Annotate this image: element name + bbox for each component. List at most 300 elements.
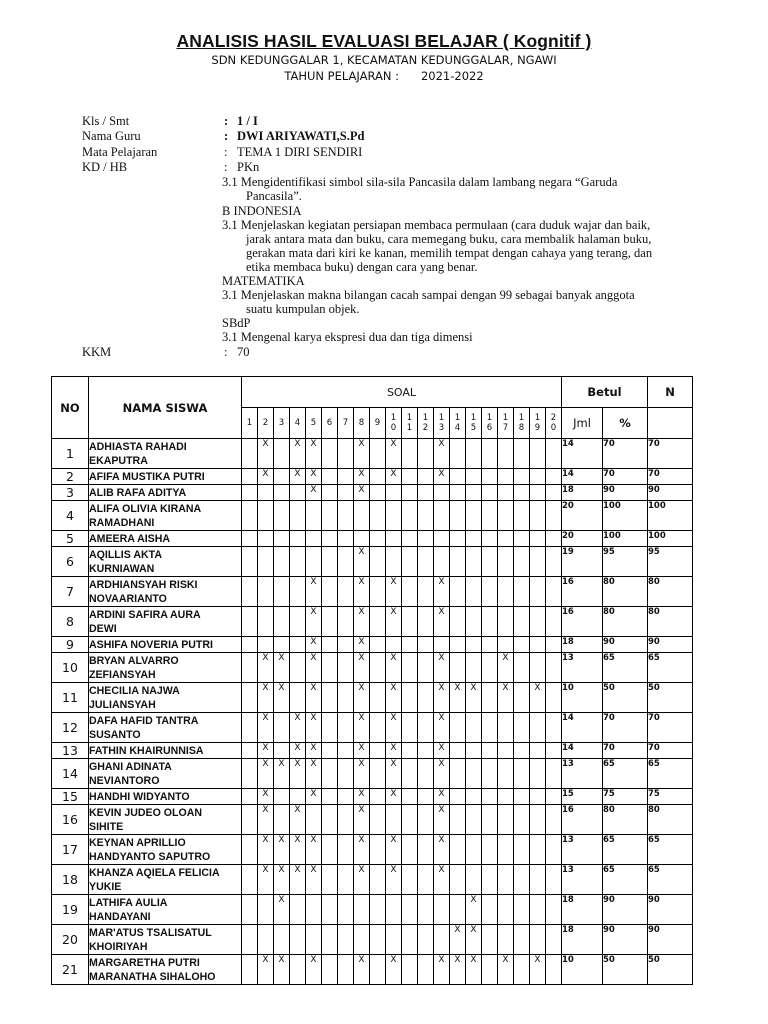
answer-cell: X <box>386 607 402 637</box>
question-digit: 2 <box>422 423 429 433</box>
student-name-line: ALIFA OLIVIA KIRANA <box>89 502 202 515</box>
answer-cell <box>546 653 562 683</box>
answer-cell: X <box>306 789 322 805</box>
student-name-line: BRYAN ALVARRO <box>89 654 179 667</box>
answer-cell <box>514 865 530 895</box>
answer-cell <box>466 637 482 653</box>
answer-cell <box>450 743 466 759</box>
student-name <box>89 439 242 469</box>
answer-cell <box>242 653 258 683</box>
answer-cell <box>466 835 482 865</box>
answer-cell <box>242 789 258 805</box>
answer-cell <box>514 607 530 637</box>
answer-cell <box>306 531 322 547</box>
answer-cell <box>482 485 498 501</box>
answer-cell <box>386 805 402 835</box>
answer-cell <box>530 637 546 653</box>
answer-cell <box>322 439 338 469</box>
answer-cell <box>402 531 418 547</box>
answer-cell <box>370 531 386 547</box>
score-n: 70 <box>648 743 693 759</box>
answer-cell <box>482 469 498 485</box>
answer-cell <box>434 501 450 531</box>
table-row <box>52 637 693 653</box>
answer-cell: X <box>258 469 274 485</box>
answer-cell <box>338 501 354 531</box>
col-n-header: N <box>648 377 693 408</box>
answer-cell: X <box>306 439 322 469</box>
question-number <box>450 408 466 439</box>
question-digit: 4 <box>454 423 461 433</box>
table-row <box>52 501 693 531</box>
student-name-line: SUSANTO <box>89 728 141 741</box>
score-pct: 65 <box>603 835 648 865</box>
answer-cell <box>498 743 514 759</box>
question-number <box>498 408 514 439</box>
answer-cell <box>274 531 290 547</box>
answer-cell: X <box>434 607 450 637</box>
answer-cell <box>338 653 354 683</box>
score-n: 70 <box>648 469 693 485</box>
score-n: 90 <box>648 485 693 501</box>
table-row <box>52 485 693 501</box>
answer-cell <box>338 485 354 501</box>
answer-cell: X <box>290 759 306 789</box>
answer-cell <box>402 835 418 865</box>
answer-cell <box>482 895 498 925</box>
answer-cell <box>274 547 290 577</box>
answer-cell <box>450 531 466 547</box>
answer-cell <box>450 577 466 607</box>
question-digit: 1 <box>486 413 493 423</box>
question-number <box>354 408 370 439</box>
kd-bind-line-1: 3.1 Menjelaskan kegiatan persiapan membaca permulaan (cara duduk wajar dan baik, <box>222 218 651 232</box>
answer-cell: X <box>434 955 450 985</box>
answer-cell <box>466 743 482 759</box>
score-pct: 100 <box>603 501 648 531</box>
answer-cell <box>402 925 418 955</box>
answer-cell <box>546 955 562 985</box>
student-name-line: KHANZA AQIELA FELICIA <box>89 866 220 879</box>
answer-cell <box>402 895 418 925</box>
answer-cell <box>258 501 274 531</box>
answer-cell <box>498 547 514 577</box>
answer-cell: X <box>258 835 274 865</box>
score-jml: 18 <box>562 637 603 653</box>
answer-cell <box>450 607 466 637</box>
answer-cell <box>322 955 338 985</box>
answer-cell <box>322 835 338 865</box>
answer-cell <box>450 865 466 895</box>
question-number <box>546 408 562 439</box>
question-digit: 1 <box>406 413 413 423</box>
kd-pkn-line-1: 3.1 Mengidentifikasi simbol sila-sila Pancasila dalam lambang negara “Garuda <box>222 175 618 189</box>
answer-cell <box>258 577 274 607</box>
answer-cell <box>242 531 258 547</box>
answer-cell <box>434 637 450 653</box>
answer-cell <box>402 865 418 895</box>
question-digit: 1 <box>246 418 253 428</box>
answer-cell: X <box>306 683 322 713</box>
score-n: 80 <box>648 607 693 637</box>
answer-cell <box>338 637 354 653</box>
answer-cell <box>450 501 466 531</box>
answer-cell: X <box>306 485 322 501</box>
answer-cell: X <box>258 955 274 985</box>
answer-cell <box>370 469 386 485</box>
score-jml: 14 <box>562 743 603 759</box>
student-number: 1 <box>52 439 89 469</box>
question-digit: 1 <box>502 413 509 423</box>
answer-cell <box>290 531 306 547</box>
answer-cell <box>514 547 530 577</box>
question-digit: 6 <box>326 418 333 428</box>
answer-cell <box>546 759 562 789</box>
answer-cell <box>514 955 530 985</box>
answer-cell: X <box>530 955 546 985</box>
answer-cell <box>482 955 498 985</box>
table-row <box>52 743 693 759</box>
answer-cell <box>242 759 258 789</box>
answer-cell <box>370 789 386 805</box>
answer-cell <box>466 547 482 577</box>
score-pct: 90 <box>603 895 648 925</box>
mapel-value: TEMA 1 DIRI SENDIRI <box>237 145 363 159</box>
table-row <box>52 653 693 683</box>
answer-cell <box>370 759 386 789</box>
score-jml: 18 <box>562 925 603 955</box>
answer-cell <box>450 637 466 653</box>
answer-cell <box>450 653 466 683</box>
score-jml: 14 <box>562 469 603 485</box>
student-name <box>89 637 242 653</box>
answer-cell <box>482 637 498 653</box>
answer-cell <box>482 547 498 577</box>
student-number: 19 <box>52 895 89 925</box>
answer-cell <box>482 531 498 547</box>
score-n: 95 <box>648 547 693 577</box>
answer-cell: X <box>434 577 450 607</box>
answer-cell: X <box>306 577 322 607</box>
answer-cell <box>546 865 562 895</box>
question-digit: 1 <box>534 413 541 423</box>
student-number: 17 <box>52 835 89 865</box>
student-name <box>89 895 242 925</box>
answer-cell: X <box>466 683 482 713</box>
answer-cell: X <box>258 743 274 759</box>
student-number: 21 <box>52 955 89 985</box>
student-name-line: DAFA HAFID TANTRA <box>89 714 199 727</box>
guru-colon: : <box>224 129 229 143</box>
student-name <box>89 683 242 713</box>
answer-cell <box>418 531 434 547</box>
kd-colon: : <box>224 160 228 174</box>
answer-cell <box>498 865 514 895</box>
answer-cell <box>498 925 514 955</box>
answer-cell <box>402 713 418 743</box>
answer-cell <box>498 713 514 743</box>
student-name-line: ZEFIANSYAH <box>89 668 156 681</box>
answer-cell <box>418 925 434 955</box>
answer-cell <box>546 637 562 653</box>
question-number <box>386 408 402 439</box>
kls-colon: : <box>224 114 229 128</box>
student-number: 13 <box>52 743 89 759</box>
question-digit: 1 <box>438 413 445 423</box>
answer-cell <box>242 577 258 607</box>
col-jml-header: Jml <box>562 408 603 439</box>
answer-cell <box>450 547 466 577</box>
answer-cell <box>418 789 434 805</box>
answer-cell: X <box>354 835 370 865</box>
answer-cell <box>338 607 354 637</box>
answer-cell: X <box>434 683 450 713</box>
answer-cell <box>338 865 354 895</box>
table-row <box>52 805 693 835</box>
answer-cell <box>546 925 562 955</box>
answer-cell <box>386 485 402 501</box>
mapel-label: Mata Pelajaran <box>82 145 158 159</box>
question-number <box>338 408 354 439</box>
score-pct: 50 <box>603 955 648 985</box>
answer-cell: X <box>530 683 546 713</box>
answer-cell: X <box>354 637 370 653</box>
answer-cell <box>498 439 514 469</box>
question-digit: 9 <box>534 423 541 433</box>
kls-label: Kls / Smt <box>82 114 130 128</box>
answer-cell <box>402 805 418 835</box>
answer-cell: X <box>354 577 370 607</box>
answer-cell <box>530 789 546 805</box>
answer-cell: X <box>386 955 402 985</box>
answer-cell <box>258 895 274 925</box>
answer-cell <box>514 895 530 925</box>
score-n: 80 <box>648 805 693 835</box>
answer-cell: X <box>434 439 450 469</box>
answer-cell <box>514 805 530 835</box>
score-pct: 95 <box>603 547 648 577</box>
kd-label: KD / HB <box>82 160 128 174</box>
answer-cell <box>274 805 290 835</box>
answer-cell: X <box>354 955 370 985</box>
score-n: 90 <box>648 895 693 925</box>
answer-cell: X <box>498 955 514 985</box>
student-name-line: KURNIAWAN <box>89 562 155 575</box>
answer-cell: X <box>306 743 322 759</box>
answer-cell <box>514 485 530 501</box>
document-title: ANALISIS HASIL EVALUASI BELAJAR ( Kognitif ) <box>176 31 592 51</box>
answer-cell <box>434 895 450 925</box>
table-row <box>52 469 693 485</box>
answer-cell <box>530 439 546 469</box>
score-jml: 10 <box>562 955 603 985</box>
answer-cell <box>290 925 306 955</box>
score-pct: 75 <box>603 789 648 805</box>
answer-cell: X <box>498 653 514 683</box>
table-row <box>52 683 693 713</box>
answer-cell <box>514 925 530 955</box>
answer-cell <box>322 653 338 683</box>
answer-cell <box>498 805 514 835</box>
question-digit: 1 <box>406 423 413 433</box>
score-jml: 13 <box>562 759 603 789</box>
score-jml: 15 <box>562 789 603 805</box>
answer-cell <box>322 759 338 789</box>
answer-cell <box>546 607 562 637</box>
kd-bind-line-2: jarak antara mata dan buku, cara memegang buku, cara membalik halaman buku, <box>246 232 652 246</box>
student-name-line: HANDHI WIDYANTO <box>89 790 190 803</box>
answer-cell <box>450 759 466 789</box>
answer-cell <box>290 547 306 577</box>
answer-cell <box>498 895 514 925</box>
student-number: 14 <box>52 759 89 789</box>
question-digit: 1 <box>518 413 525 423</box>
question-digit: 7 <box>502 423 509 433</box>
question-digit: 5 <box>310 418 317 428</box>
kd-sbdp-heading: SBdP <box>222 316 251 330</box>
answer-cell <box>482 865 498 895</box>
answer-cell: X <box>386 683 402 713</box>
student-name-line: HANDAYANI <box>89 910 151 923</box>
answer-cell <box>322 501 338 531</box>
answer-cell <box>450 469 466 485</box>
answer-cell <box>402 759 418 789</box>
student-name <box>89 469 242 485</box>
table-row <box>52 547 693 577</box>
student-name <box>89 531 242 547</box>
score-n: 65 <box>648 865 693 895</box>
student-name-line: SIHITE <box>89 820 124 833</box>
student-name <box>89 835 242 865</box>
answer-cell <box>370 653 386 683</box>
question-number <box>402 408 418 439</box>
score-jml: 13 <box>562 653 603 683</box>
answer-cell <box>466 789 482 805</box>
answer-cell <box>290 637 306 653</box>
student-name-line: FATHIN KHAIRUNNISA <box>89 744 204 757</box>
answer-cell: X <box>306 637 322 653</box>
answer-cell <box>242 469 258 485</box>
score-n: 90 <box>648 637 693 653</box>
answer-cell: X <box>450 683 466 713</box>
score-pct: 90 <box>603 925 648 955</box>
answer-cell <box>546 743 562 759</box>
question-number <box>258 408 274 439</box>
score-n: 80 <box>648 577 693 607</box>
answer-cell <box>370 501 386 531</box>
answer-cell <box>514 835 530 865</box>
answer-cell <box>546 835 562 865</box>
student-number: 20 <box>52 925 89 955</box>
student-name-line: AMEERA AISHA <box>89 532 171 545</box>
answer-cell <box>530 577 546 607</box>
answer-cell <box>290 955 306 985</box>
answer-cell: X <box>290 713 306 743</box>
kls-value: 1 / I <box>237 114 258 128</box>
answer-cell <box>418 577 434 607</box>
answer-cell <box>466 713 482 743</box>
score-jml: 19 <box>562 547 603 577</box>
answer-cell <box>498 759 514 789</box>
kd-bind-line-4: etika membaca buku) dengan cara yang benar. <box>246 260 478 274</box>
answer-cell <box>482 439 498 469</box>
answer-cell <box>546 501 562 531</box>
answer-cell: X <box>354 485 370 501</box>
answer-cell <box>322 895 338 925</box>
question-digit: 4 <box>294 418 301 428</box>
answer-cell <box>402 743 418 759</box>
answer-cell <box>242 501 258 531</box>
answer-cell <box>418 607 434 637</box>
student-name <box>89 501 242 531</box>
student-name-line: MARGARETHA PUTRI <box>89 956 200 969</box>
answer-cell <box>242 607 258 637</box>
answer-cell <box>274 439 290 469</box>
question-digit: 5 <box>470 423 477 433</box>
answer-cell <box>498 501 514 531</box>
answer-cell: X <box>290 743 306 759</box>
answer-cell <box>418 835 434 865</box>
student-number: 10 <box>52 653 89 683</box>
student-name <box>89 547 242 577</box>
answer-cell <box>322 607 338 637</box>
answer-cell <box>530 743 546 759</box>
answer-cell <box>386 531 402 547</box>
score-jml: 13 <box>562 865 603 895</box>
answer-cell <box>546 439 562 469</box>
score-jml: 14 <box>562 439 603 469</box>
student-name <box>89 713 242 743</box>
student-name-line: LATHIFA AULIA <box>89 896 168 909</box>
student-number: 15 <box>52 789 89 805</box>
answer-cell <box>274 925 290 955</box>
table-row <box>52 577 693 607</box>
student-name-line: ALIB RAFA ADITYA <box>89 486 187 499</box>
score-n: 70 <box>648 439 693 469</box>
answer-cell <box>418 713 434 743</box>
col-name-header: NAMA SISWA <box>89 377 242 439</box>
table-row <box>52 955 693 985</box>
answer-cell: X <box>354 713 370 743</box>
answer-cell <box>322 531 338 547</box>
answer-cell: X <box>434 713 450 743</box>
answer-cell <box>466 653 482 683</box>
answer-cell <box>482 653 498 683</box>
table-row <box>52 439 693 469</box>
score-jml: 10 <box>562 683 603 713</box>
student-name-line: KEYNAN APRILLIO <box>89 836 186 849</box>
answer-cell <box>258 607 274 637</box>
answer-cell: X <box>434 865 450 895</box>
answer-cell <box>242 713 258 743</box>
answer-cell <box>514 789 530 805</box>
score-n: 65 <box>648 759 693 789</box>
answer-cell <box>466 607 482 637</box>
answer-cell: X <box>274 759 290 789</box>
answer-cell <box>242 637 258 653</box>
score-n: 50 <box>648 683 693 713</box>
table-row <box>52 789 693 805</box>
student-name-line: ARDINI SAFIRA AURA <box>89 608 201 621</box>
answer-cell <box>482 925 498 955</box>
score-pct: 80 <box>603 607 648 637</box>
answer-cell <box>514 577 530 607</box>
answer-cell <box>258 637 274 653</box>
answer-cell <box>450 835 466 865</box>
answer-cell <box>498 637 514 653</box>
answer-cell <box>482 835 498 865</box>
student-name-line: MAR'ATUS TSALISATUL <box>89 926 212 939</box>
